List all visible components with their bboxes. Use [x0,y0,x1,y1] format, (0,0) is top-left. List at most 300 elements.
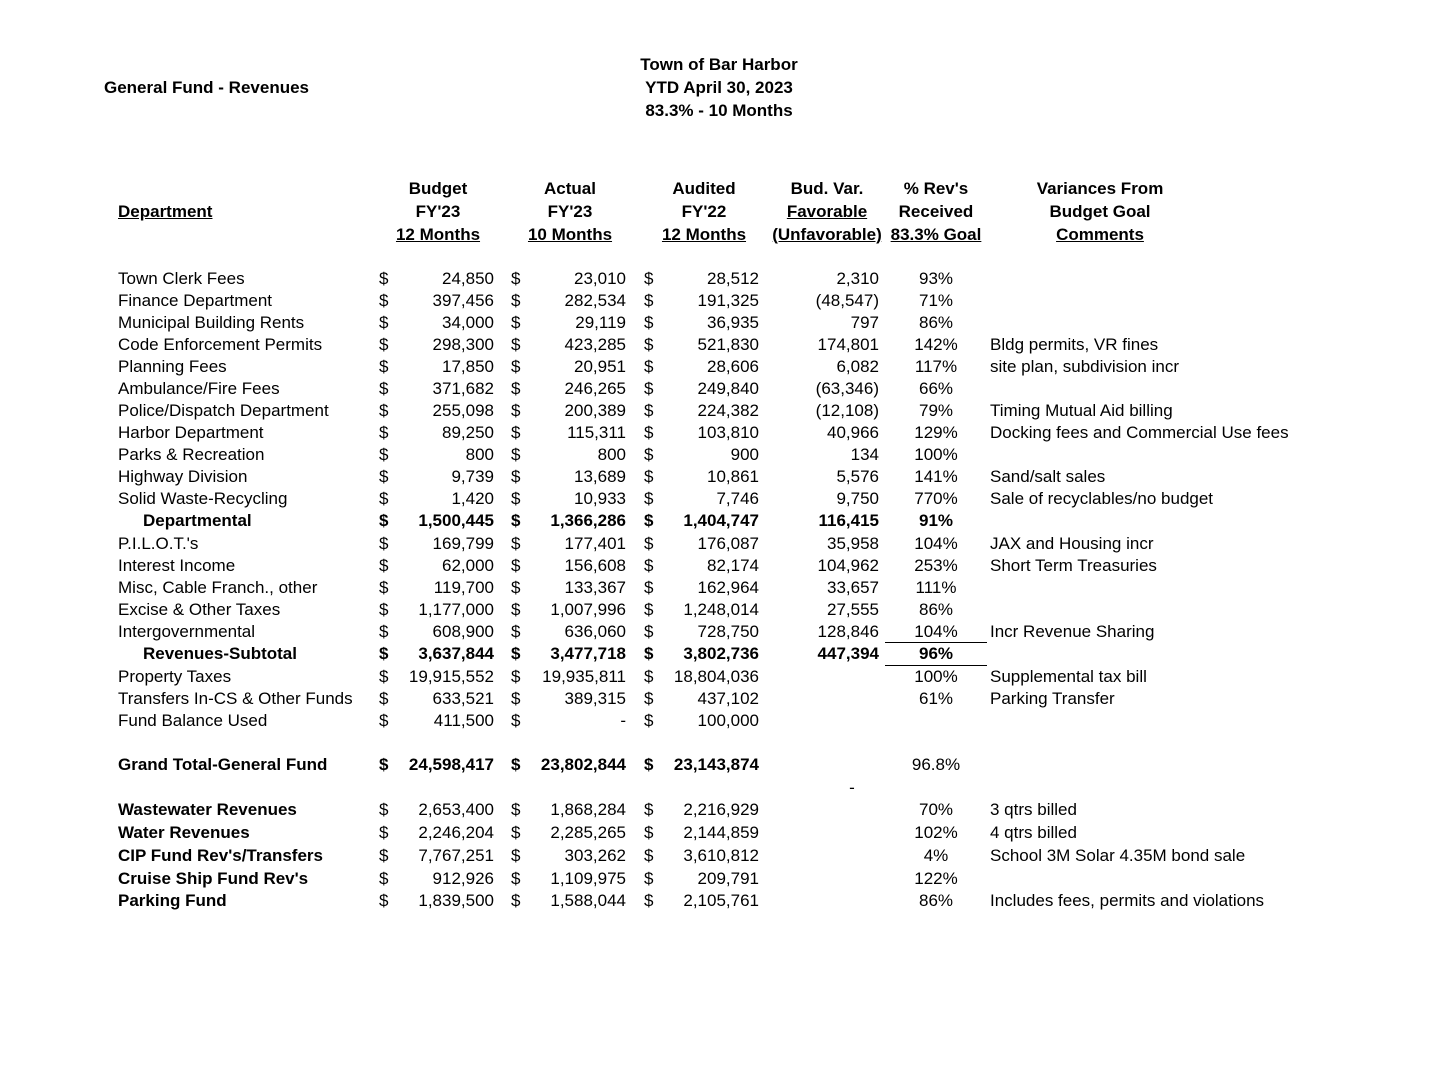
cell-d1: $ [379,269,389,288]
table-row [0,710,1456,732]
cell-pct: 86% [918,891,954,910]
cell-dept: Police/Dispatch Department [118,401,329,420]
cell-pct: 100% [914,667,958,686]
cell-budget: 34,000 [442,313,494,332]
cell-budget: 255,098 [432,401,494,420]
cell-audited: 3,802,736 [683,644,759,663]
cell-budget: 608,900 [432,622,494,641]
cell-d2: $ [511,689,521,708]
cell-comment: Parking Transfer [990,689,1115,708]
cell-d1: $ [379,846,389,865]
cell-dept: Harbor Department [118,423,264,442]
cell-dept: Intergovernmental [118,622,256,641]
cell-pct: 104% [914,622,958,641]
cell-d1: $ [379,467,389,486]
table-row [0,643,1456,665]
cell-budget: 397,456 [432,291,494,310]
table-row [0,422,1456,444]
cell-budget: 17,850 [442,357,494,376]
report-date: YTD April 30, 2023 [645,78,793,97]
report-title: Town of Bar Harbor [640,55,798,74]
cell-d2: $ [511,291,521,310]
cell-d1: $ [379,755,389,774]
cell-d3: $ [644,511,654,530]
cell-budget: 89,250 [442,423,494,442]
cell-audited: 437,102 [697,689,759,708]
cell-comment: Sale of recyclables/no budget [990,489,1214,508]
cell-d1: $ [379,423,389,442]
cell-d3: $ [644,755,654,774]
cell-comment: 3 qtrs billed [990,800,1077,819]
table-row [0,555,1456,577]
cell-d2: $ [511,755,521,774]
cell-d2: $ [511,556,521,575]
cell-budget: 633,521 [432,689,494,708]
cell-dept: Water Revenues [118,823,250,842]
cell-budget: 19,915,552 [408,667,494,686]
cell-d3: $ [644,489,654,508]
cell-budget: 169,799 [432,534,494,553]
cell-pct: 71% [918,291,954,310]
cell-pct: 79% [918,401,954,420]
cell-d2: $ [511,379,521,398]
cell-actual: 3,477,718 [550,644,626,663]
cell-audited: 521,830 [697,335,759,354]
col-header-audited-1: Audited [672,179,736,198]
cell-d3: $ [644,578,654,597]
cell-budget: 7,767,251 [418,846,494,865]
cell-budget: 62,000 [442,556,494,575]
cell-actual: 115,311 [567,423,626,442]
cell-audited: 191,325 [697,291,759,310]
cell-dept: Wastewater Revenues [118,800,297,819]
cell-actual: 10,933 [574,489,626,508]
cell-comment: Includes fees, permits and violations [990,891,1265,910]
cell-dept: Finance Department [118,291,273,310]
table-row [0,688,1456,710]
table-row [0,334,1456,356]
cell-budget: 800 [465,445,494,464]
cell-budget: 411,500 [433,711,494,730]
cell-actual: 423,285 [564,335,626,354]
cell-audited: 7,746 [716,489,759,508]
cell-audited: 2,105,761 [683,891,759,910]
table-row [0,400,1456,422]
cell-budget: 3,637,844 [418,644,494,663]
report-period: 83.3% - 10 Months [645,101,793,120]
cell-dept: Town Clerk Fees [118,269,245,288]
cell-comment: 4 qtrs billed [990,823,1077,842]
col-header-budget-2: FY'23 [415,202,461,221]
cell-dept: Grand Total-General Fund [118,755,328,774]
cell-variance: (12,108) [815,401,879,420]
cell-audited: 1,404,747 [683,511,759,530]
cell-d1: $ [379,335,389,354]
cell-d2: $ [511,869,521,888]
cell-d3: $ [644,335,654,354]
cell-audited: 18,804,036 [673,667,759,686]
cell-d2: $ [511,511,521,530]
col-header-audited-2: FY'22 [681,202,727,221]
cell-dept: Revenues-Subtotal [143,644,297,663]
cell-variance: 35,958 [827,534,879,553]
cell-pct: 4% [923,846,949,865]
table-row [0,356,1456,378]
cell-audited: 2,216,929 [683,800,759,819]
cell-d3: $ [644,600,654,619]
cell-actual: 1,007,996 [550,600,626,619]
cell-d3: $ [644,711,654,730]
cell-pct: 129% [914,423,958,442]
cell-d2: $ [511,335,521,354]
cell-d1: $ [379,379,389,398]
cell-comment: JAX and Housing incr [990,534,1154,553]
cell-pct: 86% [918,600,954,619]
col-header-comments-3: Comments [1056,225,1144,244]
cell-actual: 303,262 [564,846,626,865]
cell-audited: 249,840 [697,379,759,398]
cell-d3: $ [644,689,654,708]
cell-budget: 1,177,000 [418,600,494,619]
cell-pct: 141% [914,467,958,486]
cell-d3: $ [644,269,654,288]
cell-audited: 10,861 [707,467,759,486]
cell-variance: 2,310 [836,269,879,288]
cell-d2: $ [511,578,521,597]
col-header-budget-3: 12 Months [395,225,481,244]
col-header-variance-3: (Unfavorable) [772,225,882,244]
table-row [0,621,1456,643]
cell-dept: Misc, Cable Franch., other [118,578,318,597]
col-header-department: Department [118,202,213,221]
cell-d1: $ [379,689,389,708]
cell-d1: $ [379,891,389,910]
cell-d3: $ [644,291,654,310]
cell-d2: $ [511,667,521,686]
cell-d1: $ [379,644,389,663]
cell-pct: 770% [914,489,958,508]
cell-d1: $ [379,823,389,842]
cell-actual: 19,935,811 [542,667,626,686]
cell-audited: 28,606 [707,357,759,376]
cell-pct: 122% [914,869,958,888]
cell-budget: 298,300 [432,335,494,354]
col-header-budget-1: Budget [408,179,468,198]
cell-variance: 128,846 [817,622,879,641]
cell-d2: $ [511,846,521,865]
cell-d2: $ [511,467,521,486]
cell-comment: Sand/salt sales [990,467,1106,486]
cell-variance: 174,801 [817,335,879,354]
cell-dept: Cruise Ship Fund Rev's [118,869,309,888]
cell-actual: 1,588,044 [550,891,626,910]
cell-dept: Municipal Building Rents [118,313,305,332]
cell-comment: Bldg permits, VR fines [990,335,1159,354]
cell-d1: $ [379,556,389,575]
cell-budget: 1,420 [451,489,494,508]
table-row [0,268,1456,290]
cell-pct: 96% [918,644,954,663]
cell-d3: $ [644,379,654,398]
table-row [0,510,1456,532]
cell-actual: 1,366,286 [550,511,626,530]
cell-actual: 156,608 [564,556,626,575]
table-row [0,577,1456,599]
cell-audited: 36,935 [707,313,759,332]
cell-d2: $ [511,401,521,420]
cell-pct: 100% [914,445,958,464]
cell-d1: $ [379,534,389,553]
cell-dept: Property Taxes [118,667,232,686]
cell-dept: P.I.L.O.T.'s [118,534,199,553]
cell-d1: $ [379,511,389,530]
cell-d1: $ [379,711,389,730]
cell-budget: 1,839,500 [418,891,494,910]
cell-dept: Solid Waste-Recycling [118,489,288,508]
cell-variance: 6,082 [836,357,879,376]
fund-row [0,868,1456,890]
cell-variance: 116,415 [818,511,879,530]
subtotal-rule-top [885,642,987,643]
cell-variance: 104,962 [817,556,879,575]
cell-variance: 27,555 [827,600,879,619]
col-header-comments-2: Budget Goal [1049,202,1151,221]
fund-label: General Fund - Revenues [104,78,309,97]
cell-d2: $ [511,711,521,730]
cell-d1: $ [379,291,389,310]
cell-d2: $ [511,600,521,619]
cell-d3: $ [644,891,654,910]
cell-d1: $ [379,600,389,619]
cell-d3: $ [644,401,654,420]
cell-pct: 253% [914,556,958,575]
cell-d2: $ [511,891,521,910]
subtotal-rule-bottom [885,665,987,666]
table-row [0,488,1456,510]
cell-d2: $ [511,357,521,376]
cell-d3: $ [644,823,654,842]
cell-variance: 40,966 [827,423,879,442]
cell-actual: 20,951 [574,357,626,376]
cell-budget: 1,500,445 [418,511,494,530]
cell-dept: Planning Fees [118,357,227,376]
cell-d3: $ [644,667,654,686]
cell-variance: 9,750 [836,489,879,508]
cell-actual: 389,315 [564,689,626,708]
cell-pct: 96.8% [911,755,961,774]
cell-dept: Departmental [143,511,252,530]
cell-actual: 177,401 [564,534,626,553]
cell-pct: 70% [918,800,954,819]
cell-actual: 1,868,284 [550,800,626,819]
table-row [0,444,1456,466]
table-row [0,533,1456,555]
table-row [0,599,1456,621]
cell-d2: $ [511,823,521,842]
cell-d2: $ [511,622,521,641]
cell-budget: 2,246,204 [418,823,494,842]
col-header-pct-1: % Rev's [903,179,969,198]
cell-d3: $ [644,846,654,865]
cell-audited: 28,512 [707,269,759,288]
cell-d1: $ [379,445,389,464]
cell-d3: $ [644,869,654,888]
fund-row [0,822,1456,844]
cell-pct: 111% [915,578,957,597]
fund-row [0,799,1456,821]
cell-d2: $ [511,269,521,288]
cell-actual: 246,265 [564,379,626,398]
cell-pct: 93% [918,269,954,288]
col-header-audited-3: 12 Months [661,225,747,244]
cell-d3: $ [644,357,654,376]
cell-d3: $ [644,423,654,442]
col-header-variance-2: Favorable [786,202,868,221]
cell-comment: site plan, subdivision incr [990,357,1179,376]
cell-pct: 142% [914,335,958,354]
cell-variance: (48,547) [815,291,879,310]
cell-d3: $ [644,800,654,819]
cell-dept: Parking Fund [118,891,227,910]
cell-d3: $ [644,644,654,663]
table-row [0,666,1456,688]
table-row [0,378,1456,400]
cell-d1: $ [379,313,389,332]
cell-audited: 2,144,859 [683,823,759,842]
cell-d1: $ [379,357,389,376]
cell-d3: $ [644,534,654,553]
cell-actual: 133,367 [564,578,626,597]
cell-comment: Timing Mutual Aid billing [990,401,1173,420]
cell-d1: $ [379,622,389,641]
cell-d3: $ [644,622,654,641]
cell-audited: 82,174 [707,556,759,575]
cell-d1: $ [379,401,389,420]
cell-d3: $ [644,313,654,332]
cell-d2: $ [511,445,521,464]
cell-actual: 282,534 [564,291,626,310]
cell-audited: 1,248,014 [683,600,759,619]
cell-budget: 24,598,417 [408,755,494,774]
cell-pct: 102% [914,823,958,842]
cell-comment: Supplemental tax bill [990,667,1147,686]
cell-actual: 2,285,265 [550,823,626,842]
cell-comment: School 3M Solar 4.35M bond sale [990,846,1246,865]
cell-budget: 119,700 [433,578,494,597]
cell-dept: Parks & Recreation [118,445,265,464]
cell-pct: 66% [918,379,954,398]
cell-audited: 176,087 [697,534,759,553]
grand-total-row [0,754,1456,776]
cell-d2: $ [511,489,521,508]
cell-budget: 9,739 [451,467,494,486]
cell-pct: 91% [918,511,954,530]
cell-dept: CIP Fund Rev's/Transfers [118,846,323,865]
cell-d2: $ [511,423,521,442]
cell-actual: 13,689 [574,467,626,486]
table-row [0,466,1456,488]
cell-dept: Code Enforcement Permits [118,335,323,354]
cell-d3: $ [644,445,654,464]
cell-d2: $ [511,313,521,332]
cell-d3: $ [644,467,654,486]
cell-variance: 797 [850,313,879,332]
col-header-pct-3: 83.3% Goal [890,225,982,244]
cell-actual: 23,802,844 [540,755,626,774]
table-row [0,312,1456,334]
cell-audited: 224,382 [697,401,759,420]
cell-variance: 5,576 [836,467,879,486]
cell-actual: - [620,711,626,730]
cell-audited: 100,000 [697,711,759,730]
cell-actual: 200,389 [564,401,626,420]
cell-d2: $ [511,644,521,663]
cell-dept: Interest Income [118,556,236,575]
cell-comment: Docking fees and Commercial Use fees [990,423,1289,442]
cell-dept: Fund Balance Used [118,711,268,730]
cell-audited: 162,964 [697,578,759,597]
cell-d1: $ [379,869,389,888]
cell-d2: $ [511,800,521,819]
cell-comment: Short Term Treasuries [990,556,1157,575]
cell-d1: $ [379,667,389,686]
cell-budget: 24,850 [442,269,494,288]
cell-dept: Excise & Other Taxes [118,600,281,619]
variance-dash: - [849,778,855,797]
cell-audited: 900 [730,445,759,464]
cell-d2: $ [511,534,521,553]
col-header-variance-1: Bud. Var. [790,179,864,198]
fund-row [0,845,1456,867]
cell-pct: 117% [914,357,958,376]
cell-d1: $ [379,800,389,819]
cell-actual: 636,060 [564,622,626,641]
cell-d1: $ [379,578,389,597]
cell-actual: 1,109,975 [550,869,626,888]
cell-actual: 29,119 [575,313,626,332]
table-row [0,290,1456,312]
cell-audited: 3,610,812 [683,846,759,865]
col-header-actual-2: FY'23 [547,202,593,221]
cell-pct: 86% [918,313,954,332]
cell-audited: 209,791 [697,869,759,888]
fund-row [0,890,1456,912]
cell-variance: 447,394 [817,644,879,663]
col-header-actual-3: 10 Months [527,225,613,244]
col-header-pct-2: Received [898,202,974,221]
cell-d3: $ [644,556,654,575]
cell-budget: 371,682 [432,379,494,398]
cell-comment: Incr Revenue Sharing [990,622,1155,641]
cell-audited: 23,143,874 [673,755,759,774]
cell-audited: 103,810 [697,423,759,442]
cell-dept: Transfers In-CS & Other Funds [118,689,353,708]
cell-variance: 134 [850,445,879,464]
cell-dept: Ambulance/Fire Fees [118,379,280,398]
cell-variance: (63,346) [815,379,879,398]
col-header-actual-1: Actual [544,179,596,198]
cell-dept: Highway Division [118,467,248,486]
cell-budget: 2,653,400 [418,800,494,819]
cell-budget: 912,926 [432,869,494,888]
cell-actual: 23,010 [574,269,626,288]
cell-audited: 728,750 [697,622,759,641]
cell-variance: 33,657 [827,578,879,597]
cell-actual: 800 [597,445,626,464]
cell-d1: $ [379,489,389,508]
cell-pct: 61% [918,689,954,708]
col-header-comments-1: Variances From [1036,179,1164,198]
